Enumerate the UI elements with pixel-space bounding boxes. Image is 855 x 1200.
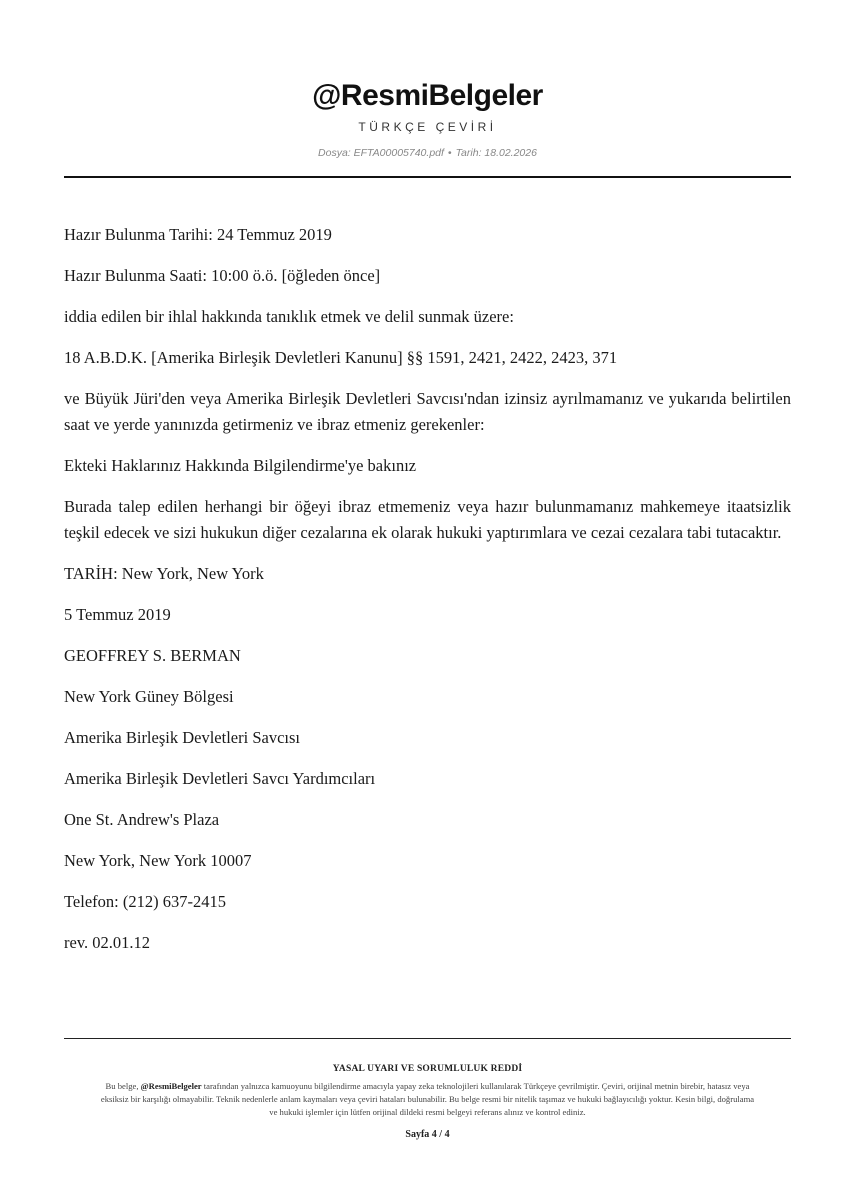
- brand-title: @ResmiBelgeler: [312, 79, 543, 112]
- warning-paragraph: Burada talep edilen herhangi bir öğeyi ibraz etmemeniz veya hazır bulunmamanız mahkemeye itaatsizlik teşkil edecek ve sizi hukukun diğer cezalarına ek olarak hukuki yaptırımlara ve cezai cezalara tabi tutacaktır.: [64, 497, 791, 542]
- revision-note: rev. 02.01.12: [64, 933, 150, 952]
- disclaimer-title: YASAL UYARI VE SORUMLULUK REDDİ: [332, 1064, 523, 1074]
- translation-subtitle: TÜRKÇE ÇEVİRİ: [358, 120, 497, 134]
- address-city: New York, New York 10007: [64, 851, 252, 870]
- file-name: Dosya: EFTA00005740.pdf: [318, 147, 444, 159]
- appearance-date: Hazır Bulunma Tarihi: 24 Temmuz 2019: [64, 225, 332, 244]
- footer-divider: [64, 1038, 791, 1039]
- document-body: [64, 222, 791, 971]
- disclaimer-body: tarafından yalnızca kamuoyunu bilgilendirme amacıyla yapay zeka teknolojileri kullanılarak Türkçeye çevrilmiştir. Çeviri, orijinal metnin birebir, hatasız veya eksiksiz bir karşılığı olmayabilir. Teknik nedenlerle anlam kaymaları veya çeviri hataları bulunabilir. Bu belge resmi bir nitelik taşımaz ve hukuki bağlayıcılığı yoktur. Kesin bilgi, doğrulama ve hukuki işlemler için lütfen orijinal dildeki resmi belgeyi referans alınız ve kontrol ediniz.: [100, 1081, 755, 1117]
- issue-date: 5 Temmuz 2019: [64, 605, 171, 624]
- rights-reference: Ekteki Haklarınız Hakkında Bilgilendirme'ye bakınız: [64, 456, 417, 475]
- disclaimer-prefix: Bu belge,: [105, 1081, 141, 1091]
- purpose-statement: iddia edilen bir ihlal hakkında tanıklık etmek ve delil sunmak üzere:: [64, 307, 514, 326]
- document-date: Tarih: 18.02.2026: [455, 147, 537, 159]
- phone-number: Telefon: (212) 637-2415: [64, 892, 226, 911]
- instruction-paragraph: ve Büyük Jüri'den veya Amerika Birleşik Devletleri Savcısı'ndan izinsiz ayrılmamanız ve yukarıda belirtilen saat ve yerde yanınızda getirmeniz ve ibraz etmeniz gerekenler:: [64, 389, 791, 434]
- assistant-attorneys: Amerika Birleşik Devletleri Savcı Yardımcıları: [64, 769, 376, 788]
- file-meta: [0, 146, 855, 160]
- header-divider: [64, 176, 791, 178]
- meta-separator: •: [447, 147, 452, 159]
- disclaimer-brand: @ResmiBelgeler: [140, 1081, 202, 1091]
- statute-reference: 18 A.B.D.K. [Amerika Birleşik Devletleri Kanunu] §§ 1591, 2421, 2422, 2423, 371: [64, 348, 618, 367]
- page-number: Sayfa 4 / 4: [405, 1129, 450, 1140]
- dated-location: TARİH: New York, New York: [64, 564, 264, 583]
- address-street: One St. Andrew's Plaza: [64, 810, 220, 829]
- attorney-name: GEOFFREY S. BERMAN: [64, 646, 241, 665]
- district-name: New York Güney Bölgesi: [64, 687, 234, 706]
- appearance-time: Hazır Bulunma Saati: 10:00 ö.ö. [öğleden önce]: [64, 266, 381, 285]
- disclaimer-text: [100, 1080, 755, 1119]
- attorney-title: Amerika Birleşik Devletleri Savcısı: [64, 728, 300, 747]
